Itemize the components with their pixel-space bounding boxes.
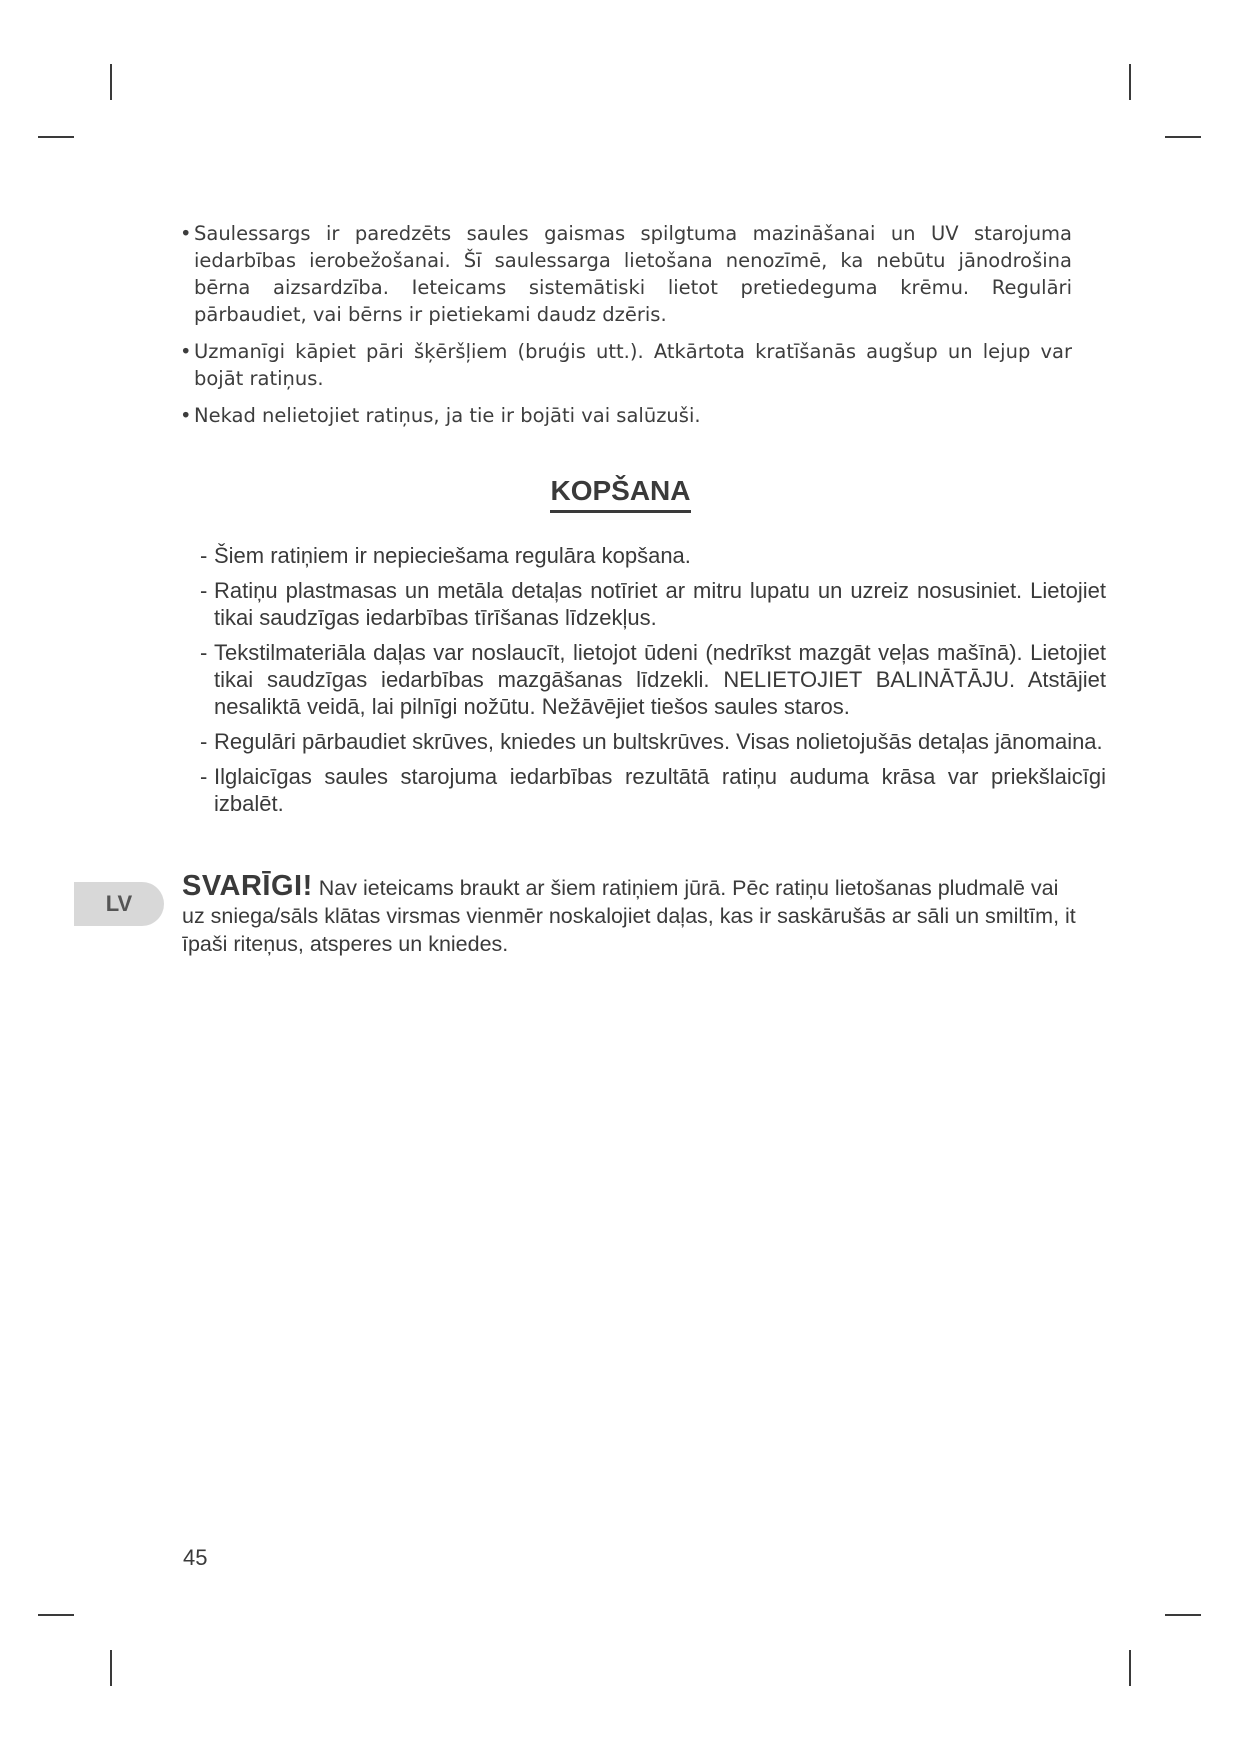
care-heading: KOPŠANA (550, 475, 690, 513)
care-instructions-list (200, 542, 1106, 825)
bullet-item: • Uzmanīgi kāpiet pāri šķēršļiem (bruģis utt.). Atkārtota kratīšanās augšup un lejup var bojāt ratiņus. (180, 340, 1072, 390)
safety-bullet-list (180, 220, 1072, 439)
dash-marker: - (200, 764, 208, 789)
care-item: - Ilglaicīgas saules starojuma iedarbības rezultātā ratiņu auduma krāsa var priekšlaicīgi izbalēt. (200, 764, 1106, 816)
bullet-dot-icon: • (180, 404, 192, 427)
dash-marker: - (200, 729, 208, 754)
crop-mark-top-right-vertical (1129, 64, 1131, 100)
bullet-item: • Nekad nelietojiet ratiņus, ja tie ir bojāti vai salūzuši. (180, 404, 701, 427)
language-tab: LV (74, 882, 164, 926)
crop-mark-bottom-right-horizontal (1165, 1614, 1201, 1616)
important-lead: SVARĪGI! (182, 870, 313, 902)
care-item: - Tekstilmateriāla daļas var noslaucīt, lietojot ūdeni (nedrīkst mazgāt veļas mašīnā). Lietojiet tikai saudzīgas iedarbības mazgāšanas līdzekli. NELIETOJIET BALINĀTĀJU. Atstājiet nesaliktā veidā, lai pilnīgi nožūtu. Nežāvējiet tiešos saules staros. (200, 640, 1106, 719)
care-heading-wrapper (0, 475, 1241, 513)
dash-marker: - (200, 640, 208, 665)
important-note (182, 872, 1082, 958)
bullet-dot-icon: • (180, 222, 192, 245)
care-item: - Šiem ratiņiem ir nepieciešama regulāra kopšana. (200, 543, 691, 568)
bullet-item: • Saulessargs ir paredzēts saules gaismas spilgtuma mazināšanai un UV starojuma iedarbības ierobežošanai. Šī saulessarga lietošana nenozīmē, ka nebūtu jānodrošina bērna aizsardzība. Ieteicams sistemātiski lietot pretiedeguma krēmu. Regulāri pārbaudiet, vai bērns ir pietiekami daudz dzēris. (180, 222, 1072, 326)
care-item: - Regulāri pārbaudiet skrūves, kniedes un bultskrūves. Visas nolietojušās detaļas jānomaina. (200, 729, 1103, 754)
care-item: - Ratiņu plastmasas un metāla detaļas notīriet ar mitru lupatu un uzreiz nosusiniet. Lietojiet tikai saudzīgas iedarbības tīrīšanas līdzekļus. (200, 578, 1106, 630)
crop-mark-top-right-horizontal (1165, 136, 1201, 138)
dash-marker: - (200, 543, 208, 568)
page-number: 45 (183, 1545, 208, 1570)
dash-marker: - (200, 578, 208, 603)
crop-mark-bottom-left-vertical (110, 1650, 112, 1686)
crop-mark-top-left-horizontal (38, 136, 74, 138)
crop-mark-bottom-left-horizontal (38, 1614, 74, 1616)
crop-mark-top-left-vertical (110, 64, 112, 100)
crop-mark-bottom-right-vertical (1129, 1650, 1131, 1686)
important-text: Nav ieteicams braukt ar šiem ratiņiem jūrā. Pēc ratiņu lietošanas pludmalē vai uz sniega/sāls klātas virsmas vienmēr noskalojiet daļas, kas ir saskārušās ar sāli un smiltīm, it īpaši riteņus, atsperes un kniedes. (182, 876, 1076, 956)
bullet-dot-icon: • (180, 340, 192, 363)
